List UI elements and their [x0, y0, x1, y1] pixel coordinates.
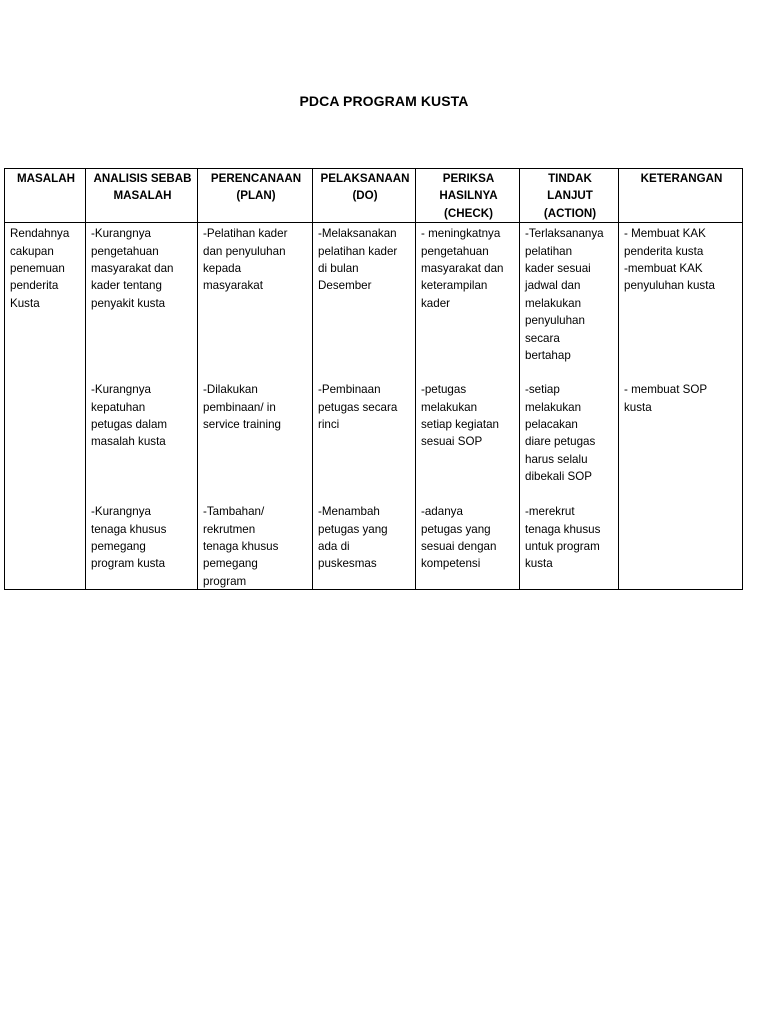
header-pelaksanaan: PELAKSANAAN (DO)	[313, 169, 416, 223]
table-row	[5, 223, 743, 590]
check-entry: -adanya petugas yang sesuai dengan kompetensi	[421, 505, 497, 571]
plan-entry: -Pelatihan kader dan penyuluhan kepada masyarakat	[203, 227, 288, 293]
cell-analisis	[86, 223, 198, 590]
pdca-table	[4, 168, 743, 590]
plan-entry: -Tambahan/ rekrutmen tenaga khusus pemegang program	[203, 505, 279, 588]
page-title: PDCA PROGRAM KUSTA	[299, 93, 469, 109]
do-entry: -Menambah petugas yang ada di puskesmas	[318, 505, 388, 571]
cell-check	[416, 223, 520, 590]
keterangan-entry: - membuat SOP kusta	[624, 383, 708, 414]
cell-masalah	[5, 223, 86, 590]
header-keterangan: KETERANGAN	[619, 169, 743, 223]
do-entry: -Melaksanakan pelatihan kader di bulan Desember	[318, 227, 398, 293]
action-entry: -setiap melakukan pelacakan diare petugas harus selalu dibekali SOP	[525, 383, 596, 484]
header-perencanaan: PERENCANAAN (PLAN)	[198, 169, 313, 223]
header-masalah: MASALAH	[5, 169, 86, 223]
analisis-entry: -Kurangnya kepatuhan petugas dalam masalah kusta	[91, 383, 168, 449]
keterangan-entry	[624, 503, 739, 589]
analisis-entry: -Kurangnya pengetahuan masyarakat dan kader tentang penyakit kusta	[91, 227, 174, 310]
plan-entry: -Dilakukan pembinaan/ in service training	[203, 383, 281, 432]
keterangan-entry: - Membuat KAK penderita kusta -membuat KAK penyuluhan kusta	[624, 227, 715, 293]
table-header-row	[5, 169, 743, 223]
do-entry: -Pembinaan petugas secara rinci	[318, 383, 398, 432]
check-entry: - meningkatnya pengetahuan masyarakat dan keterampilan kader	[421, 227, 504, 310]
cell-plan	[198, 223, 313, 590]
check-entry: -petugas melakukan setiap kegiatan sesuai SOP	[421, 383, 499, 449]
action-entry: -Terlaksananya pelatihan kader sesuai jadwal dan melakukan penyuluhan secara bertahap	[525, 227, 604, 363]
cell-action	[520, 223, 619, 590]
analisis-entry: -Kurangnya tenaga khusus pemegang program kusta	[91, 505, 167, 571]
cell-keterangan	[619, 223, 743, 590]
masalah-text: Rendahnya cakupan penemuan penderita Kusta	[10, 227, 70, 310]
cell-do	[313, 223, 416, 590]
header-periksa: PERIKSA HASILNYA (CHECK)	[416, 169, 520, 223]
header-analisis: ANALISIS SEBAB MASALAH	[86, 169, 198, 223]
header-tindak-lanjut: TINDAK LANJUT (ACTION)	[520, 169, 619, 223]
action-entry: -merekrut tenaga khusus untuk program kusta	[525, 505, 601, 571]
